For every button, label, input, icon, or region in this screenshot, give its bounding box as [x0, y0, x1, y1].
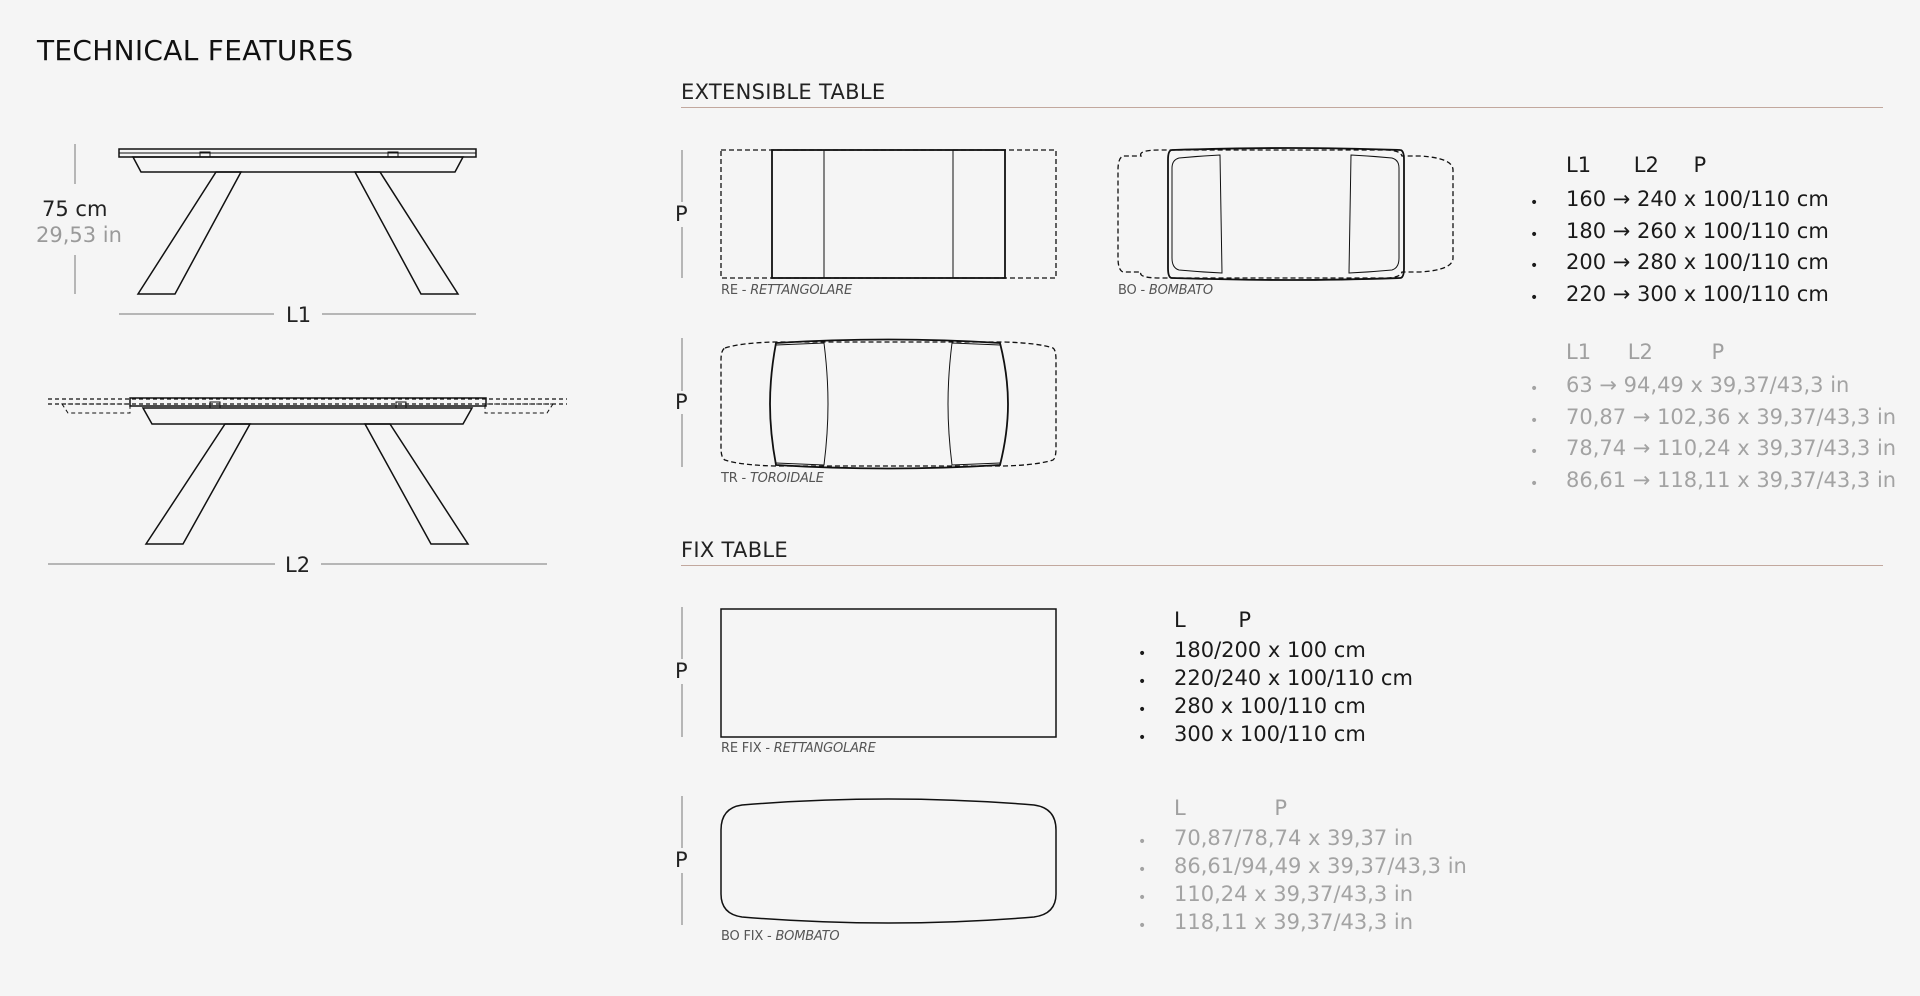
- ext-in-row: • 70,87 → 102,36 x 39,37/43,3 in: [1530, 402, 1896, 434]
- bo-caption: [1118, 283, 1213, 298]
- ext-cm-row: • 160 → 240 x 100/110 cm: [1530, 184, 1829, 216]
- fix-in-row: • 118,11 x 39,37/43,3 in: [1138, 908, 1467, 936]
- fix-cm-list: [1138, 636, 1413, 748]
- re-p-label: P: [675, 202, 688, 226]
- fix-in-header-p: P: [1274, 796, 1288, 820]
- page-title: TECHNICAL FEATURES: [37, 34, 354, 67]
- re-fix-p-label: P: [675, 659, 688, 683]
- fix-in-row: • 70,87/78,74 x 39,37 in: [1138, 824, 1467, 852]
- height-cm-label: 75 cm: [42, 197, 108, 221]
- re-caption: [721, 283, 852, 298]
- re-fix-code: RE FIX -: [721, 741, 774, 756]
- ext-in-row: • 63 → 94,49 x 39,37/43,3 in: [1530, 370, 1896, 402]
- ext-in-header-p: P: [1711, 340, 1725, 364]
- bo-fix-p-label: P: [675, 848, 688, 872]
- fix-cm-header-p: P: [1238, 608, 1252, 632]
- re-name: RETTANGOLARE: [750, 283, 853, 298]
- tr-p-label: P: [675, 390, 688, 414]
- tr-name: TOROIDALE: [749, 471, 824, 486]
- fix-table-title: FIX TABLE: [681, 538, 788, 562]
- ext-cm-row: • 200 → 280 x 100/110 cm: [1530, 247, 1829, 279]
- fix-section-rule: [681, 565, 1883, 566]
- bo-code: BO -: [1118, 283, 1149, 298]
- re-code: RE -: [721, 283, 751, 298]
- ext-in-header-l1: L1: [1566, 340, 1592, 364]
- fix-cm-row: • 220/240 x 100/110 cm: [1138, 664, 1413, 692]
- tr-code: TR -: [721, 471, 750, 486]
- fix-cm-row: • 180/200 x 100 cm: [1138, 636, 1413, 664]
- ext-in-header-l2: L2: [1627, 340, 1653, 364]
- bo-fix-caption: [721, 929, 839, 944]
- ext-cm-row: • 220 → 300 x 100/110 cm: [1530, 279, 1829, 311]
- fix-in-row: • 86,61/94,49 x 39,37/43,3 in: [1138, 852, 1467, 880]
- re-fix-name: RETTANGOLARE: [773, 741, 876, 756]
- fix-cm-header: [1174, 608, 1251, 632]
- l2-dimension-label: L2: [285, 553, 311, 577]
- fix-in-list: [1138, 824, 1467, 936]
- ext-cm-list: [1530, 184, 1829, 310]
- bo-fix-code: BO FIX -: [721, 929, 776, 944]
- fix-in-row: • 110,24 x 39,37/43,3 in: [1138, 880, 1467, 908]
- ext-cm-header: [1566, 153, 1706, 177]
- tr-caption: [721, 471, 824, 486]
- ext-in-row: • 86,61 → 118,11 x 39,37/43,3 in: [1530, 465, 1896, 497]
- fix-cm-row: • 300 x 100/110 cm: [1138, 720, 1413, 748]
- ext-cm-header-l1: L1: [1566, 153, 1592, 177]
- fix-in-header: [1174, 796, 1287, 820]
- height-in-label: 29,53 in: [36, 223, 122, 247]
- ext-in-list: [1530, 370, 1896, 496]
- extensible-table-title: EXTENSIBLE TABLE: [681, 80, 886, 104]
- re-fix-caption: [721, 741, 876, 756]
- fix-cm-row: • 280 x 100/110 cm: [1138, 692, 1413, 720]
- bo-name: BOMBATO: [1148, 283, 1213, 298]
- ext-in-row: • 78,74 → 110,24 x 39,37/43,3 in: [1530, 433, 1896, 465]
- fix-in-header-l: L: [1174, 796, 1186, 820]
- ext-cm-header-p: P: [1693, 153, 1707, 177]
- l1-dimension-label: L1: [286, 303, 312, 327]
- fix-cm-header-l: L: [1174, 608, 1186, 632]
- ext-cm-row: • 180 → 260 x 100/110 cm: [1530, 216, 1829, 248]
- ext-in-header: [1566, 340, 1724, 364]
- ext-cm-header-l2: L2: [1633, 153, 1659, 177]
- bo-fix-name: BOMBATO: [775, 929, 840, 944]
